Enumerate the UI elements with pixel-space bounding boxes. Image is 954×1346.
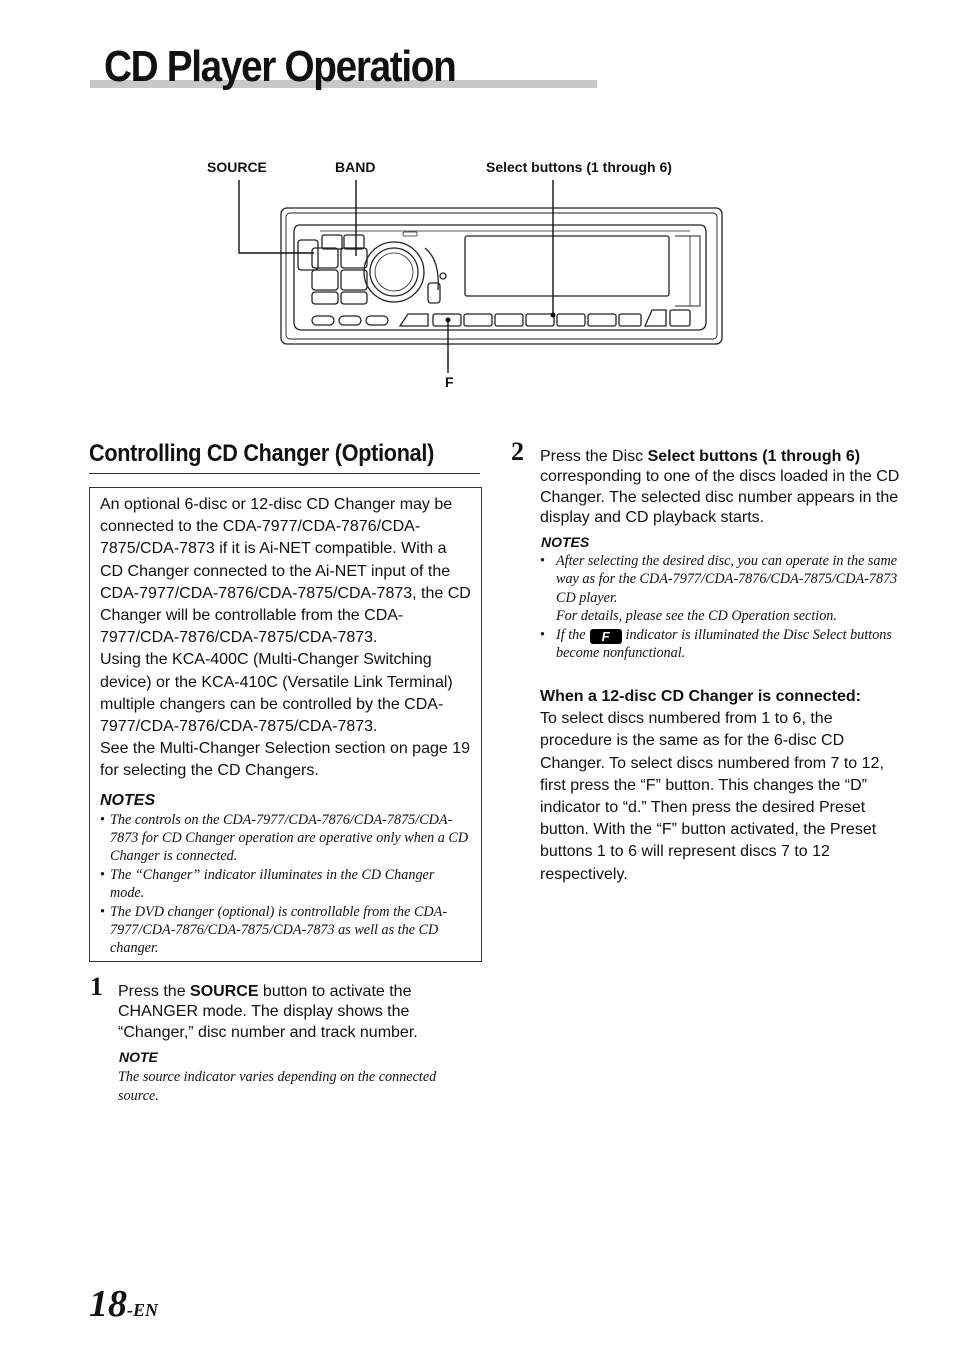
step-1-note-label: NOTE xyxy=(119,1049,158,1065)
step-2-notes-label: NOTES xyxy=(541,534,590,550)
step-2-note-item: • If the F indicator is illuminated the Disc Select buttons become nonfunctional. xyxy=(540,626,892,662)
lower-left-button-4 xyxy=(341,292,367,304)
display-window xyxy=(465,236,669,296)
changer-info-box xyxy=(89,487,482,962)
twelve-disc-heading: When a 12-disc CD Changer is connected: xyxy=(540,688,861,705)
f-callout-label: F xyxy=(445,374,454,390)
band-button-shape xyxy=(341,248,367,268)
rotary-knob-outer xyxy=(364,242,424,302)
preset-button-6 xyxy=(619,314,641,326)
rotary-knob-inner xyxy=(370,248,418,296)
left-edge-button xyxy=(298,240,318,270)
info-note-item: • The DVD changer (optional) is controllable from the CDA-7977/CDA-7876/CDA-7875/CDA-7873 as well as the CD changer. xyxy=(100,903,448,957)
preset-button-5 xyxy=(588,314,616,326)
info-paragraph-1: An optional 6-disc or 12-disc CD Changer may be connected to the CDA-7977/CDA-7876/CDA-7875/CDA-7873 if it is Ai-NET compatible. With a CD Changer connected to the Ai-NET input of the CDA-7977/CDA-7876/CDA-7875/CDA-7873, the CD Changer will be controllable from the CDA-7977/CDA-7876/CDA-7875/CDA-7873. xyxy=(100,496,471,647)
step-2-text: Press the Disc Select buttons (1 through 6) corresponding to one of the discs loaded in the CD Changer. The selected disc number appears in the display and CD playback starts. xyxy=(540,448,900,527)
lower-left-button-2 xyxy=(341,270,367,290)
source-leader-line xyxy=(239,180,314,253)
page-number: 18-EN xyxy=(89,1283,158,1325)
source-callout-label: SOURCE xyxy=(207,159,267,175)
step-2-note-item: • After selecting the desired disc, you can operate in the same way as for the CDA-7977/CDA-7876/CDA-7875/CDA-7873 CD player. For details, please see the CD Operation section. xyxy=(540,553,898,625)
info-notes-label: NOTES xyxy=(100,791,156,809)
section-heading-rule xyxy=(89,473,480,474)
chassis-inner-outline xyxy=(286,213,717,339)
source-button-reference: SOURCE xyxy=(190,983,259,1000)
source-button-shape xyxy=(312,248,338,268)
preset-button-4 xyxy=(557,314,585,326)
step-1-note: The source indicator varies depending on the connected source. xyxy=(118,1069,437,1104)
twelve-disc-section xyxy=(540,686,902,886)
top-button-2 xyxy=(344,235,364,249)
info-note-item: • The “Changer” indicator illuminates in the CD Changer mode. xyxy=(100,866,435,902)
step-1-text: Press the SOURCE button to activate the CHANGER mode. The display shows the “Changer,” disc number and track number. xyxy=(118,983,418,1041)
info-paragraph-2: Using the KCA-400C (Multi-Changer Switching device) or the KCA-410C (Versatile Link Terminal) multiple changers can be controlled by the CDA-7977/CDA-7876/CDA-7875/CDA-7873. xyxy=(100,651,453,736)
info-notes-list xyxy=(100,811,471,958)
section-heading: Controlling CD Changer (Optional) xyxy=(89,440,435,467)
lower-left-button-1 xyxy=(312,270,338,290)
info-paragraph-3: See the Multi-Changer Selection section on page 19 for selecting the CD Changers. xyxy=(100,740,471,780)
select-buttons-reference: Select buttons (1 through 6) xyxy=(647,448,861,465)
lower-left-button-3 xyxy=(312,292,338,304)
select-buttons-callout-label: Select buttons (1 through 6) xyxy=(486,159,672,175)
step-2-notes-list xyxy=(540,552,902,662)
step-1-number: 1 xyxy=(90,972,103,1001)
preset-button-2 xyxy=(495,314,523,326)
f-indicator-badge: F xyxy=(590,629,622,644)
step-2-number: 2 xyxy=(511,437,524,466)
twelve-disc-text: To select discs numbered from 1 to 6, the procedure is the same as for the 6-disc CD Changer. To select discs numbered from 7 to 12, first press the “F” button. This changes the “D” indicator to “d.” Then press the desired Preset button. With the “F” button activated, the Preset buttons 1 to 6 will represent discs 7 to 12 respectively. xyxy=(540,710,884,883)
info-note-item: • The controls on the CDA-7977/CDA-7876/CDA-7875/CDA-7873 for CD Changer operation are operative only when a CD Changer is connected. xyxy=(100,811,469,865)
chassis-outline xyxy=(281,208,722,344)
page-title: CD Player Operation xyxy=(104,42,456,91)
top-button-1 xyxy=(322,235,342,249)
band-callout-label: BAND xyxy=(335,159,376,175)
preset-button-3 xyxy=(526,314,554,326)
head-unit-diagram xyxy=(0,0,954,400)
preset-button-1 xyxy=(464,314,492,326)
